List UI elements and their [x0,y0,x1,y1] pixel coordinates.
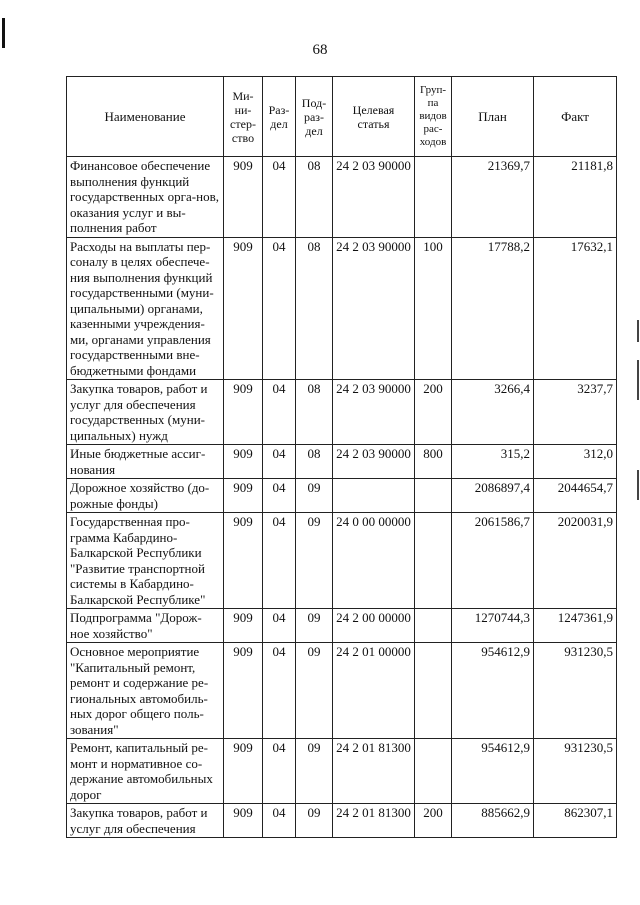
table-cell-group: 200 [415,804,452,838]
table-row [67,643,617,739]
table-row [67,237,617,380]
table-cell-plan: 954612,9 [452,739,534,804]
table-cell-target: 24 2 03 90000 [333,237,415,380]
table-cell-group [415,157,452,238]
table-row [67,445,617,479]
table-cell-name: Подпрограмма "Дорож-ное хозяйство" [67,609,224,643]
table-cell-fact: 931230,5 [534,739,617,804]
table-cell-subsection: 08 [296,445,333,479]
header-target: Целевая статья [333,77,415,157]
table-cell-target: 24 0 00 00000 [333,513,415,609]
table-cell-ministry: 909 [224,804,263,838]
table-cell-name: Закупка товаров, работ и услуг для обеспечения государственных (муни-ципальных) нужд [67,380,224,445]
table-row [67,513,617,609]
table-row [67,739,617,804]
table-cell-subsection: 09 [296,739,333,804]
table-row [67,157,617,238]
table-cell-target: 24 2 00 00000 [333,609,415,643]
table-cell-group: 100 [415,237,452,380]
table-cell-subsection: 08 [296,380,333,445]
table-cell-fact: 862307,1 [534,804,617,838]
table-cell-plan: 2086897,4 [452,479,534,513]
table-row [67,804,617,838]
header-row [67,77,617,157]
table-cell-target [333,479,415,513]
table-cell-section: 04 [263,479,296,513]
table-cell-section: 04 [263,513,296,609]
table-cell-ministry: 909 [224,479,263,513]
header-ministry: Ми- ни- стер- ство [224,77,263,157]
header-subsection: Под- раз- дел [296,77,333,157]
table-cell-section: 04 [263,739,296,804]
table-cell-group [415,609,452,643]
table-cell-target: 24 2 03 90000 [333,380,415,445]
table-cell-section: 04 [263,643,296,739]
table-cell-ministry: 909 [224,513,263,609]
header-plan: План [452,77,534,157]
table-cell-fact: 1247361,9 [534,609,617,643]
scan-edge-mark-right [637,360,639,400]
table-cell-group: 200 [415,380,452,445]
table-cell-ministry: 909 [224,643,263,739]
table-row [67,479,617,513]
table-cell-plan: 954612,9 [452,643,534,739]
table-cell-target: 24 2 03 90000 [333,157,415,238]
table-cell-subsection: 09 [296,513,333,609]
header-fact: Факт [534,77,617,157]
table-cell-ministry: 909 [224,609,263,643]
table-cell-section: 04 [263,804,296,838]
table-cell-plan: 3266,4 [452,380,534,445]
table-cell-subsection: 09 [296,643,333,739]
table-cell-name: Дорожное хозяйство (до-рожные фонды) [67,479,224,513]
table-cell-plan: 2061586,7 [452,513,534,609]
table-cell-plan: 885662,9 [452,804,534,838]
table-cell-target: 24 2 01 81300 [333,739,415,804]
table-cell-subsection: 08 [296,237,333,380]
table-cell-ministry: 909 [224,445,263,479]
table-cell-group [415,643,452,739]
table-cell-fact: 17632,1 [534,237,617,380]
budget-table [66,76,617,838]
table-cell-fact: 2020031,9 [534,513,617,609]
table-cell-ministry: 909 [224,237,263,380]
table-cell-subsection: 09 [296,479,333,513]
table-cell-group [415,739,452,804]
table-cell-plan: 21369,7 [452,157,534,238]
table-cell-group [415,513,452,609]
table-cell-name: Ремонт, капитальный ре-монт и нормативное со-держание автомобильных дорог [67,739,224,804]
table-cell-name: Закупка товаров, работ и услуг для обеспечения [67,804,224,838]
header-name: Наименование [67,77,224,157]
table-cell-target: 24 2 01 81300 [333,804,415,838]
table-cell-target: 24 2 01 00000 [333,643,415,739]
header-section: Раз- дел [263,77,296,157]
table-row [67,380,617,445]
table-cell-name: Иные бюджетные ассиг-нования [67,445,224,479]
table-cell-fact: 312,0 [534,445,617,479]
table-cell-section: 04 [263,237,296,380]
table-cell-section: 04 [263,157,296,238]
table-cell-subsection: 09 [296,804,333,838]
table-cell-plan: 315,2 [452,445,534,479]
table-cell-fact: 21181,8 [534,157,617,238]
table-cell-plan: 1270744,3 [452,609,534,643]
table-cell-ministry: 909 [224,380,263,445]
table-cell-section: 04 [263,380,296,445]
table-cell-subsection: 09 [296,609,333,643]
table-cell-name: Расходы на выплаты пер-соналу в целях обеспече-ния выполнения функций государственными (муни-ципальными) органами, казенными учреждения-ми, органами управления государственными вне-бюджетными фондами [67,237,224,380]
table-cell-section: 04 [263,609,296,643]
scan-edge-mark-right [637,470,639,500]
table-cell-ministry: 909 [224,739,263,804]
table-cell-target: 24 2 03 90000 [333,445,415,479]
table-cell-name: Основное мероприятие "Капитальный ремонт, ремонт и содержание ре-гиональных автомобиль-ных дорог общего поль-зования" [67,643,224,739]
scan-edge-mark-right [637,320,639,342]
table-cell-group [415,479,452,513]
table-row [67,609,617,643]
page-number: 68 [312,42,328,58]
table-cell-fact: 3237,7 [534,380,617,445]
table-cell-name: Финансовое обеспечение выполнения функций государственных орга-нов, оказания услуг и вы-полнения работ [67,157,224,238]
table-cell-name: Государственная про-грамма Кабардино-Балкарской Республики "Развитие транспортной системы в Кабардино-Балкарской Республике" [67,513,224,609]
table-cell-section: 04 [263,445,296,479]
table-cell-fact: 931230,5 [534,643,617,739]
table-cell-fact: 2044654,7 [534,479,617,513]
table-cell-group: 800 [415,445,452,479]
table-cell-plan: 17788,2 [452,237,534,380]
table-cell-subsection: 08 [296,157,333,238]
header-group: Груп- па видов рас- ходов [415,77,452,157]
table-cell-ministry: 909 [224,157,263,238]
